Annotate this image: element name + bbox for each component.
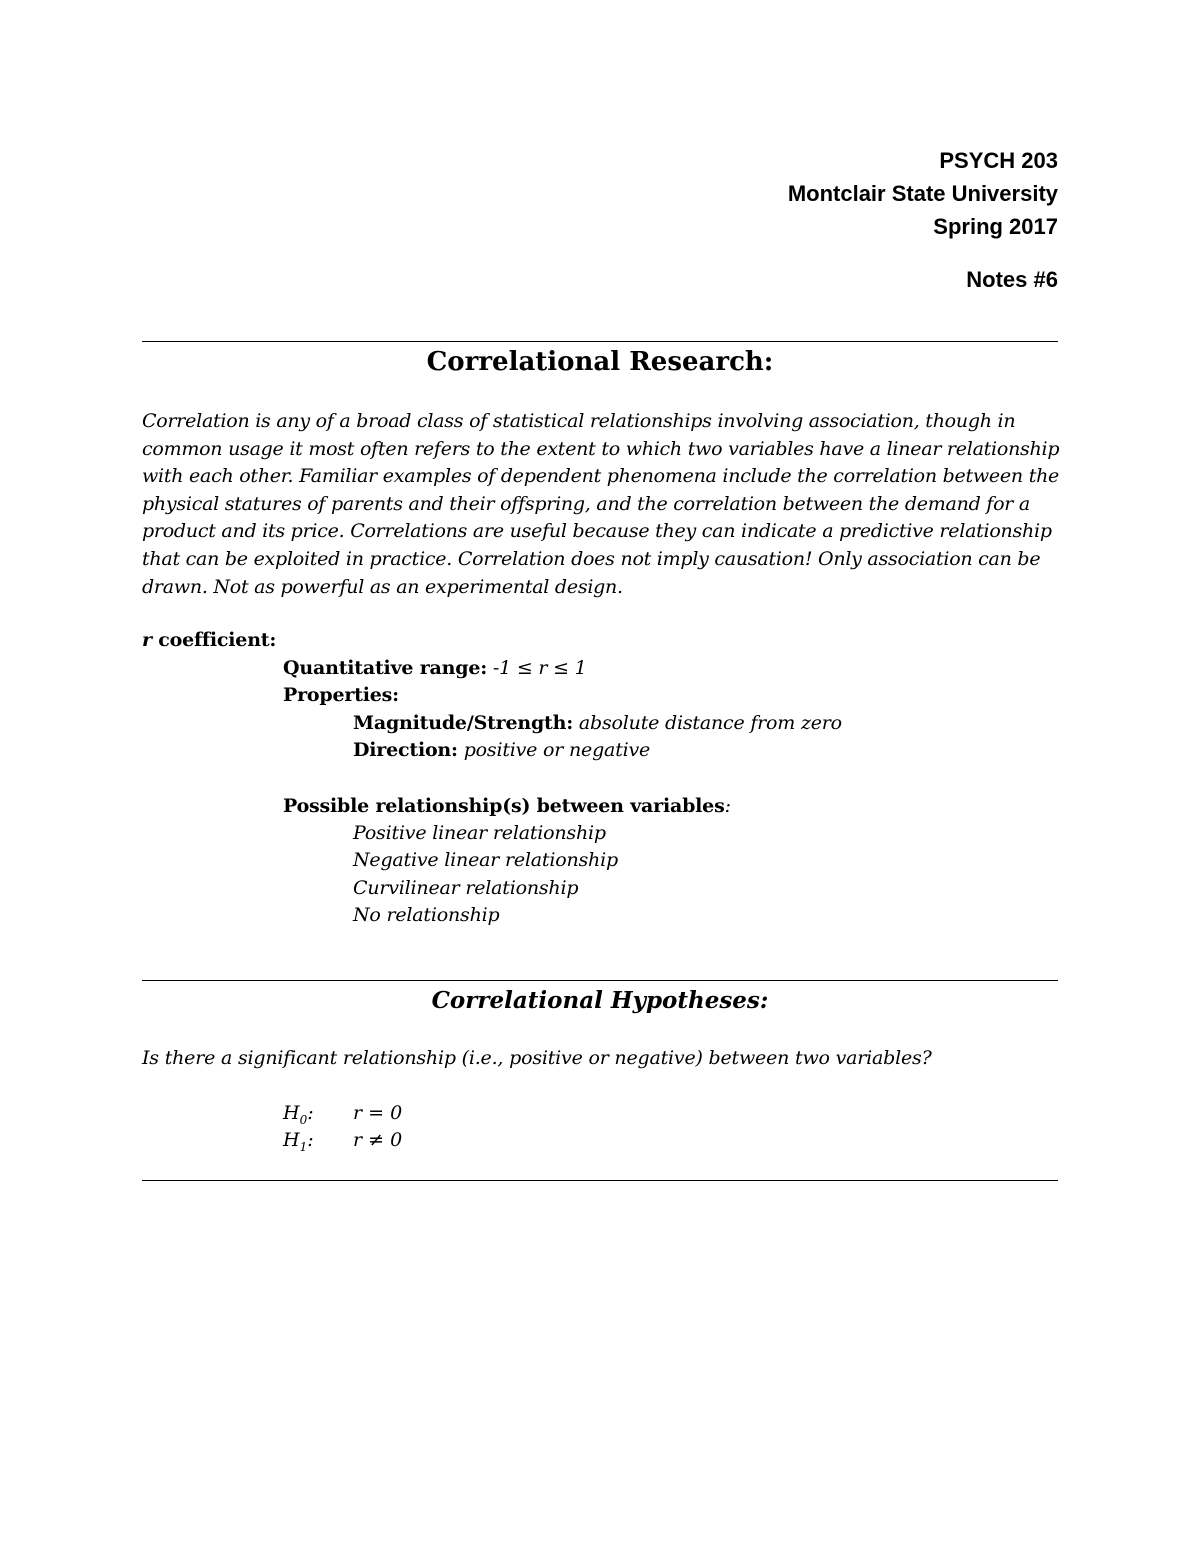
quantitative-range-line — [283, 655, 587, 681]
divider-bottom — [142, 1180, 1058, 1181]
h1-value: r ≠ 0 — [353, 1129, 403, 1151]
h1-label — [283, 1127, 314, 1160]
h0-letter: H — [283, 1102, 300, 1124]
divider-middle — [142, 980, 1058, 981]
correlation-definition-paragraph: Correlation is any of a broad class of statistical relationships involving association, though in common usage it most often refers to the extent to which two variables have a linear relationship with each other. Familiar examples of dependent phenomena include the correlation between the physical statures of parents and their offspring, and the correlation between the demand for a product and its price. Correlations are useful because they can indicate a predictive relationship that can be exploited in practice. Correlation does not imply causation! Only association can be drawn. Not as powerful as an experimental design. — [142, 410, 1060, 598]
divider-top — [142, 341, 1058, 342]
quantitative-range-value: -1 ≤ r ≤ 1 — [487, 657, 587, 679]
section-title-correlational-hypotheses: Correlational Hypotheses: — [431, 987, 769, 1014]
possible-relationships-heading — [283, 793, 731, 819]
notes-number: Notes #6 — [966, 267, 1058, 292]
r-symbol: r — [142, 629, 152, 651]
hypothesis-question: Is there a significant relationship (i.e., positive or negative) between two variables? — [142, 1047, 932, 1069]
h1-colon: : — [307, 1129, 314, 1151]
direction-label: Direction: — [353, 739, 458, 761]
term: Spring 2017 — [933, 214, 1058, 239]
magnitude-value: absolute distance from zero — [573, 712, 842, 734]
list-item: Positive linear relationship — [353, 822, 606, 844]
r-coefficient-heading — [142, 627, 276, 653]
r-coefficient-label: coefficient: — [151, 629, 277, 651]
h0-value: r = 0 — [353, 1102, 403, 1124]
magnitude-line — [353, 710, 842, 736]
h1-subscript: 1 — [299, 1139, 308, 1154]
magnitude-label: Magnitude/Strength: — [353, 712, 574, 734]
list-item: No relationship — [353, 904, 500, 926]
course-header — [788, 144, 1058, 296]
properties-label — [283, 682, 399, 708]
course-code: PSYCH 203 — [939, 148, 1058, 173]
list-item: Curvilinear relationship — [353, 877, 579, 899]
h1-letter: H — [283, 1129, 300, 1151]
university-name: Montclair State University — [787, 181, 1058, 206]
direction-value: positive or negative — [457, 739, 651, 761]
quantitative-range-label: Quantitative range: — [283, 657, 488, 679]
direction-line — [353, 737, 650, 763]
h0-colon: : — [307, 1102, 314, 1124]
section-title-correlational-research: Correlational Research: — [426, 347, 774, 377]
properties-text: Properties: — [283, 684, 399, 706]
possible-relationships-colon: : — [724, 795, 731, 817]
h0-subscript: 0 — [299, 1112, 308, 1127]
possible-relationships-label: Possible relationship(s) between variables — [283, 795, 725, 817]
list-item: Negative linear relationship — [353, 849, 618, 871]
